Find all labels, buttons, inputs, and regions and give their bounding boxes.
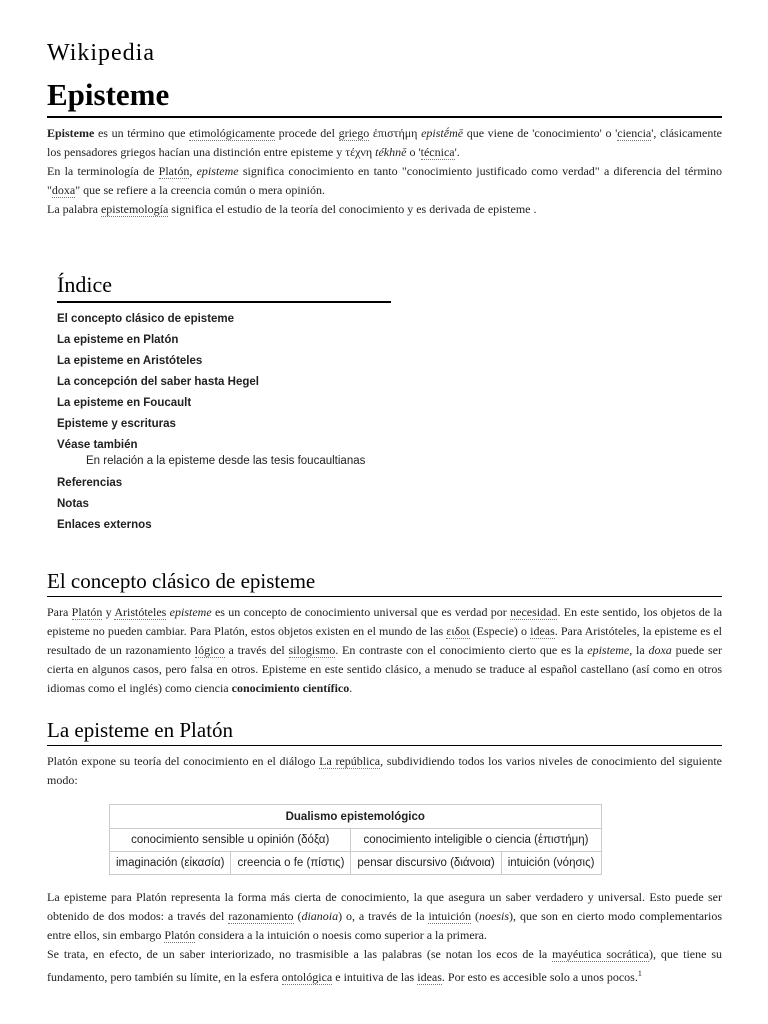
link-ideas[interactable]: ideas <box>417 970 442 984</box>
italic-text: episteme <box>169 605 212 619</box>
italic-text: epistḗmē <box>421 126 464 140</box>
table-caption: Dualismo epistemológico <box>110 805 602 829</box>
toc-item[interactable]: La episteme en Platón <box>57 334 179 346</box>
text: Platón expone su teoría del conocimiento en el diálogo <box>47 754 320 768</box>
link-doxa[interactable]: doxa <box>51 183 76 197</box>
italic-text: noesis <box>479 909 510 923</box>
lead-paragraph-1 <box>47 124 722 162</box>
text: La palabra <box>47 202 101 216</box>
text: ( <box>293 909 302 923</box>
table-row <box>110 852 602 875</box>
table-cell: creencia o fe (πίστις) <box>231 852 351 875</box>
section-paragraph <box>47 752 722 790</box>
text: y <box>102 605 115 619</box>
text: ( <box>471 909 480 923</box>
table-cell: pensar discursivo (διάνοια) <box>351 852 501 875</box>
text: . Para Aristóteles, la episteme es el resultado de un razonamiento <box>47 624 723 657</box>
italic-text: episteme <box>196 164 239 178</box>
link-platon[interactable]: Platón <box>71 605 103 619</box>
link-epistemologia[interactable]: epistemología <box>100 202 169 216</box>
section-heading: La episteme en Platón <box>47 716 722 746</box>
text: ), que tiene su fundamento, pero también su límite, en la esfera <box>47 947 722 984</box>
text: procede del <box>275 126 339 140</box>
text: Para <box>47 605 72 619</box>
italic-text: tékhnē <box>375 145 407 159</box>
link-logico[interactable]: lógico <box>194 643 225 657</box>
wikipedia-logo[interactable] <box>47 40 155 67</box>
section-paragraph <box>47 945 722 987</box>
text: La episteme para Platón representa la forma más cierta de conocimiento, la que asegura un saber verdadero y universal. Esto puede ser obtenido de dos modos: a través del <box>47 890 722 923</box>
section-body <box>47 603 722 698</box>
italic-text: episteme <box>587 643 630 657</box>
text: En la terminología de <box>47 164 159 178</box>
link-la-republica[interactable]: La república <box>319 754 381 768</box>
link-eidoi[interactable]: ειδοι <box>446 624 470 638</box>
text: , <box>189 164 197 178</box>
text: ) o, a través de la <box>338 909 429 923</box>
text: considera a la intuición o noesis como superior a la primera. <box>195 928 488 942</box>
link-griego[interactable]: griego <box>338 126 370 140</box>
link-razonamiento[interactable]: razonamiento <box>228 909 294 923</box>
table-cell: conocimiento inteligible o ciencia (ἐπιστήμη) <box>351 829 601 852</box>
reference-link[interactable]: 1 <box>637 969 642 978</box>
toc-item[interactable]: Véase también <box>57 439 138 451</box>
section-concepto-clasico <box>47 567 722 698</box>
section-heading: El concepto clásico de episteme <box>47 567 722 597</box>
toc-subitem[interactable]: En relación a la episteme desde las tesis foucaultianas <box>86 455 366 467</box>
section-paragraph <box>47 603 722 698</box>
italic-text: doxa <box>648 643 672 657</box>
table-row <box>110 829 602 852</box>
link-necesidad[interactable]: necesidad <box>510 605 558 619</box>
link-platon[interactable]: Platón <box>158 164 190 178</box>
text: significa conocimiento en tanto "conocimiento justificado como verdad" a diferencia del término " <box>47 164 722 197</box>
text: , subdividiendo todos los varios niveles de conocimiento del siguiente modo: <box>47 754 722 787</box>
link-aristoteles[interactable]: Aristóteles <box>114 605 167 619</box>
toc-item[interactable]: Episteme y escrituras <box>57 418 176 430</box>
text: que viene de 'conocimiento' o ' <box>463 126 618 140</box>
section-platon <box>47 716 722 790</box>
toc-list <box>57 309 391 536</box>
bold-text: conocimiento científico <box>231 681 350 695</box>
logo-text: Wikipedia <box>47 40 155 66</box>
italic-text: dianoia <box>301 909 339 923</box>
text: ), que son en cierto modo complementarios entre ellos, sin embargo <box>47 909 723 942</box>
toc-heading: Índice <box>57 270 391 303</box>
table-of-contents <box>57 270 391 536</box>
toc-item[interactable]: La episteme en Foucault <box>57 397 192 409</box>
text: puede ser cierta en algunos casos, pero falsa en otros. Episteme en este sentido clásico, a menudo se traduce al español castellano (así como en otros idiomas como el inglés) como ciencia <box>47 643 723 695</box>
link-ciencia[interactable]: ciencia <box>617 126 652 140</box>
toc-item[interactable]: La episteme en Aristóteles <box>57 355 203 367</box>
text: . Por esto es accesible solo a unos pocos. <box>441 970 638 984</box>
dualism-table <box>109 804 602 875</box>
text: " que se refiere a la creencia común o mera opinión. <box>75 183 326 197</box>
text: es un término que <box>94 126 190 140</box>
page-title: Episteme <box>47 76 722 118</box>
text: . En contraste con el conocimiento cierto que es la <box>335 643 588 657</box>
table-row <box>110 805 602 829</box>
lead-paragraph-3 <box>47 200 722 219</box>
text: . En este sentido, los objetos de la episteme no pueden cambiar. Para Platón, estos objetos existen en el mundo de las <box>47 605 723 638</box>
text: o ' <box>406 145 421 159</box>
table-cell: conocimiento sensible u opinión (δόξα) <box>110 829 351 852</box>
text: e intuitiva de las <box>332 970 418 984</box>
toc-item[interactable]: Enlaces externos <box>57 519 152 531</box>
text: significa el estudio de la teoría del conocimiento y es derivada de episteme . <box>168 202 537 216</box>
toc-item[interactable]: Referencias <box>57 477 123 489</box>
table-cell: imaginación (εἰκασία) <box>110 852 231 875</box>
toc-item[interactable]: La concepción del saber hasta Hegel <box>57 376 259 388</box>
article-lead <box>47 124 722 219</box>
link-tecnica[interactable]: técnica <box>420 145 455 159</box>
text: Se trata, en efecto, de un saber interiorizado, no trasmisible a las palabras (se notan los ecos de la <box>47 947 553 961</box>
link-ideas[interactable]: ideas <box>530 624 555 638</box>
link-ontologica[interactable]: ontológica <box>281 970 333 984</box>
lead-paragraph-2 <box>47 162 722 200</box>
link-silogismo[interactable]: silogismo <box>288 643 336 657</box>
text: ', clásicamente los pensadores griegos hacían una distinción entre episteme y τέχνη <box>47 126 722 159</box>
text: '. <box>454 145 460 159</box>
section-body <box>47 752 722 790</box>
text: . <box>349 681 353 695</box>
lead-term: Episteme <box>47 126 95 140</box>
section-paragraph <box>47 888 722 945</box>
text: (Especie) o <box>469 624 531 638</box>
link-platon[interactable]: Platón <box>164 928 196 942</box>
table-cell: intuición (νόησις) <box>501 852 601 875</box>
text: , la <box>629 643 649 657</box>
link-mayeutica-socratica[interactable]: mayéutica socrática <box>552 947 649 961</box>
text: ἐπιστήμη <box>369 126 422 140</box>
toc-item[interactable]: Notas <box>57 498 89 510</box>
link-etimologicamente[interactable]: etimológicamente <box>189 126 276 140</box>
link-intuicion[interactable]: intuición <box>428 909 472 923</box>
section-platon-continued <box>47 888 722 987</box>
text: es un concepto de conocimiento universal que es verdad por <box>211 605 511 619</box>
toc-item[interactable]: El concepto clásico de episteme <box>57 313 235 325</box>
text: a través del <box>224 643 289 657</box>
